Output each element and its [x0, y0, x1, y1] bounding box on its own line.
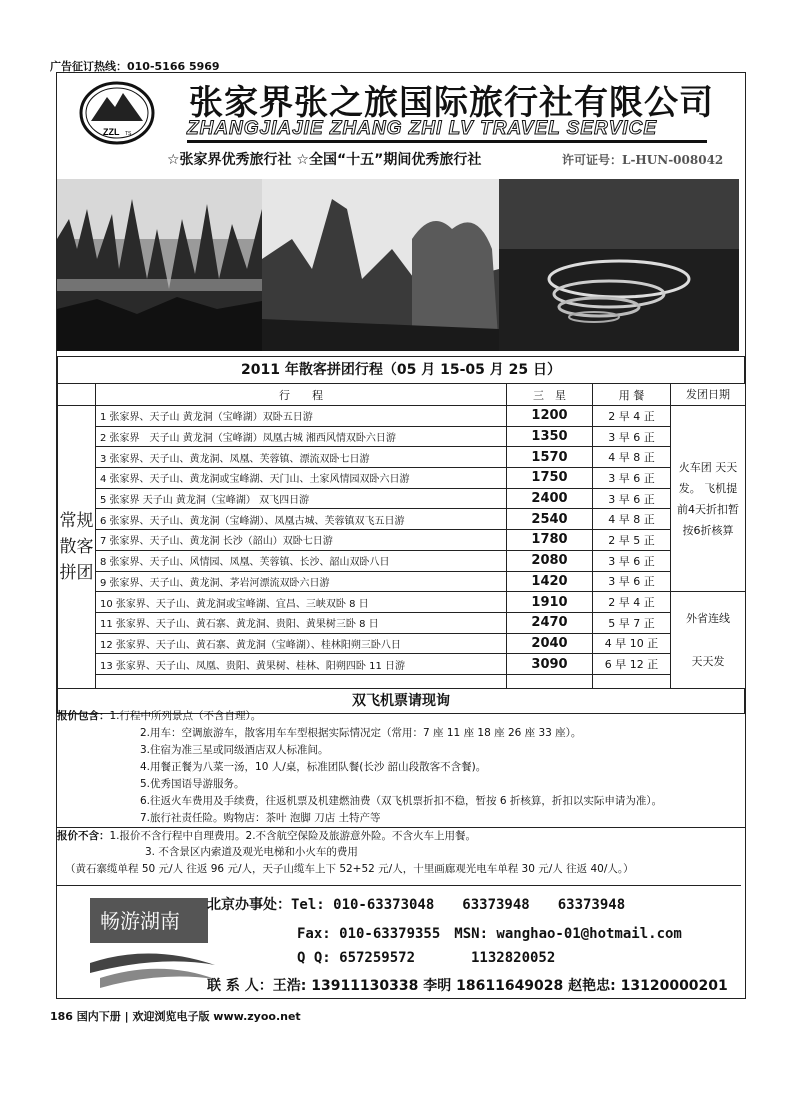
logo-text: ZZL: [103, 127, 120, 137]
price-cell: 3090: [507, 654, 593, 675]
side-label: 常规散客拼团: [58, 406, 96, 689]
route-cell: 3 张家界、天子山、黄龙洞、凤凰、芙蓉镇、漂流双卧七日游: [96, 447, 507, 468]
schedule-section: [57, 356, 745, 714]
table-row: [58, 426, 746, 447]
schedule-table: [57, 383, 746, 689]
route-cell: 5 张家界 天子山 黄龙洞（宝峰湖） 双飞四日游: [96, 488, 507, 509]
excludes-detail: （黄石寨缆单程 50 元/人 往返 96 元/人，天子山缆车上下 52+52 元/人，十里画廊观光电车单程 30 元/人 往返 40/人。）: [65, 863, 634, 875]
header-meal: 用 餐: [593, 384, 671, 406]
table-row: [58, 592, 746, 613]
office-tel-line: [207, 894, 625, 914]
table-row: [58, 571, 746, 592]
persons-label: 联 系 人：: [207, 978, 273, 994]
photo-peak-forest: [262, 179, 499, 351]
price-cell: 1350: [507, 426, 593, 447]
date-group-2-line-a: 外省连线: [686, 612, 730, 626]
meal-cell: 4 早 8 正: [593, 509, 671, 530]
meal-cell: 2 早 4 正: [593, 592, 671, 613]
company-header: [57, 73, 745, 177]
excludes-line-1: [57, 827, 745, 844]
brand-name: 畅游湖南: [100, 909, 180, 933]
date-group-2-line-b: 天天发: [691, 655, 725, 669]
table-row-empty: [58, 674, 746, 688]
excludes-item: 3. 不含景区内索道及观光电梯和小火车的费用: [145, 846, 358, 858]
meal-cell: 3 早 6 正: [593, 488, 671, 509]
route-cell: 1 张家界、天子山 黄龙洞（宝峰湖）双卧五日游: [96, 406, 507, 427]
header-rule: [187, 140, 707, 143]
table-row: [58, 550, 746, 571]
route-cell: 4 张家界、天子山、黄龙洞或宝峰湖、天门山、土家风情园双卧六日游: [96, 468, 507, 489]
header-price: 三 星: [507, 384, 593, 406]
meal-cell: 3 早 6 正: [593, 426, 671, 447]
page-footer: 186 国内下册 | 欢迎浏览电子版 www.zyoo.net: [50, 1010, 301, 1023]
route-cell: 11 张家界、天子山、黄石寨、黄龙洞、贵阳、黄果树三卧 8 日: [96, 612, 507, 633]
meal-cell: 5 早 7 正: [593, 612, 671, 633]
company-name-en: ZHANGJIAJIE ZHANG ZHI LV TRAVEL SERVICE: [187, 118, 658, 139]
fax-line: Fax: 010-63379355 MSN: wanghao-01@hotmail.com: [297, 926, 682, 942]
date-group-1: 火车团 天天发。 飞机提前4天折扣暂按6折核算: [671, 406, 746, 592]
table-row: [58, 406, 746, 427]
includes-item: 4.用餐正餐为八菜一汤，10 人/桌，标准团队餐(长沙 韶山段散客不含餐)。: [140, 761, 487, 773]
ad-hotline: 广告征订热线：010-5166 5969: [50, 60, 220, 73]
price-cell: 2470: [507, 612, 593, 633]
photo-stone-pillars: [57, 179, 262, 351]
price-cell-empty: [507, 674, 593, 688]
meal-cell-empty: [593, 674, 671, 688]
meal-cell: 4 早 8 正: [593, 447, 671, 468]
price-cell: 1780: [507, 530, 593, 551]
price-cell: 2040: [507, 633, 593, 654]
price-cell: 2540: [507, 509, 593, 530]
table-row: [58, 488, 746, 509]
license-number: 许可证号：L-HUN-008042: [562, 153, 724, 167]
route-cell-empty: [96, 674, 507, 688]
brand-logo-icon: [90, 893, 215, 998]
table-row: [58, 447, 746, 468]
meal-cell: 3 早 6 正: [593, 571, 671, 592]
persons-line: [207, 975, 728, 995]
mountain-logo-icon: [79, 81, 155, 145]
route-cell: 7 张家界、天子山、黄龙洞 长沙（韶山）双卧七日游: [96, 530, 507, 551]
includes-item: 3.住宿为准三星或同级酒店双人标准间。: [140, 744, 329, 756]
schedule-title: 2011 年散客拼团行程（05 月 15-05 月 25 日）: [57, 356, 745, 383]
includes-item: 1.行程中所列景点（不含自理）。: [109, 710, 262, 722]
meal-cell: 3 早 6 正: [593, 468, 671, 489]
table-row: [58, 633, 746, 654]
price-cell: 2400: [507, 488, 593, 509]
price-cell: 2080: [507, 550, 593, 571]
photo-terraces: [499, 179, 739, 351]
meal-cell: 3 早 6 正: [593, 550, 671, 571]
schedule-header-row: [58, 384, 746, 406]
route-cell: 2 张家界 天子山 黄龙洞（宝峰湖）凤凰古城 湘西风情双卧六日游: [96, 426, 507, 447]
route-cell: 8 张家界、天子山、风情园、凤凰、芙蓉镇、长沙、韶山双卧八日: [96, 550, 507, 571]
header-blank: [58, 384, 96, 406]
includes-label: 报价包含：: [57, 710, 110, 722]
qq-line: Q Q: 657259572 1132820052: [297, 950, 556, 966]
route-cell: 9 张家界、天子山、黄龙洞、茅岩河漂流双卧六日游: [96, 571, 507, 592]
excludes-item: 1.报价不含行程中自理费用。2.不含航空保险及旅游意外险。不含火车上用餐。: [109, 830, 477, 842]
route-cell: 6 张家界、天子山、黄龙洞（宝峰湖）、凤凰古城、芙蓉镇双飞五日游: [96, 509, 507, 530]
price-cell: 1420: [507, 571, 593, 592]
contact-section: [57, 885, 741, 998]
price-cell: 1200: [507, 406, 593, 427]
price-notes: [57, 708, 745, 878]
office-label: 北京办事处：: [207, 897, 291, 913]
excludes-label: 报价不含：: [57, 830, 110, 842]
includes-item: 5.优秀国语导游服务。: [140, 778, 245, 790]
tel-numbers: Tel: 010-63373048 63373948 63373948: [291, 897, 626, 913]
price-cell: 1910: [507, 592, 593, 613]
table-row: [58, 654, 746, 675]
route-cell: 10 张家界、天子山、黄龙洞或宝峰湖、宜昌、三峡双卧 8 日: [96, 592, 507, 613]
table-row: [58, 468, 746, 489]
table-row: [58, 612, 746, 633]
includes-item: 6.往返火车费用及手续费，往返机票及机建燃油费（双飞机票折扣不稳，暂按 6 折核算，折扣以实际申请为准）。: [140, 795, 663, 807]
persons-list: 王浩: 13911130338 李明 18611649028 赵艳忠: 13120000201: [272, 978, 728, 994]
price-cell: 1750: [507, 468, 593, 489]
meal-cell: 6 早 12 正: [593, 654, 671, 675]
table-row: [58, 509, 746, 530]
scenery-photos: [57, 179, 739, 351]
route-cell: 12 张家界、天子山、黄石寨、黄龙洞（宝峰湖）、桂林阳朔三卧八日: [96, 633, 507, 654]
includes-line-1: [57, 708, 745, 725]
meal-cell: 4 早 10 正: [593, 633, 671, 654]
header-route: 行 程: [96, 384, 507, 406]
includes-item: 2.用车：空调旅游车，散客用车车型根据实际情况定（常用：7 座 11 座 18 座 26 座 33 座）。: [140, 727, 582, 739]
date-group-2: [671, 592, 746, 689]
honors-text: ☆张家界优秀旅行社 ☆全国“十五”期间优秀旅行社: [167, 152, 482, 168]
meal-cell: 2 早 5 正: [593, 530, 671, 551]
table-row: [58, 530, 746, 551]
flight-note: 双飞机票请现询: [57, 689, 745, 714]
company-name-cn: 张家界张之旅国际旅行社有限公司: [189, 83, 714, 123]
includes-item: 7.旅行社责任险。购物店：茶叶 泡脚 刀店 土特产等: [140, 812, 381, 824]
route-cell: 13 张家界、天子山、凤凰、贵阳、黄果树、桂林、阳朔四卧 11 日游: [96, 654, 507, 675]
header-date: 发团日期: [671, 384, 746, 406]
price-cell: 1570: [507, 447, 593, 468]
logo-small-text: TS: [125, 131, 132, 137]
meal-cell: 2 早 4 正: [593, 406, 671, 427]
